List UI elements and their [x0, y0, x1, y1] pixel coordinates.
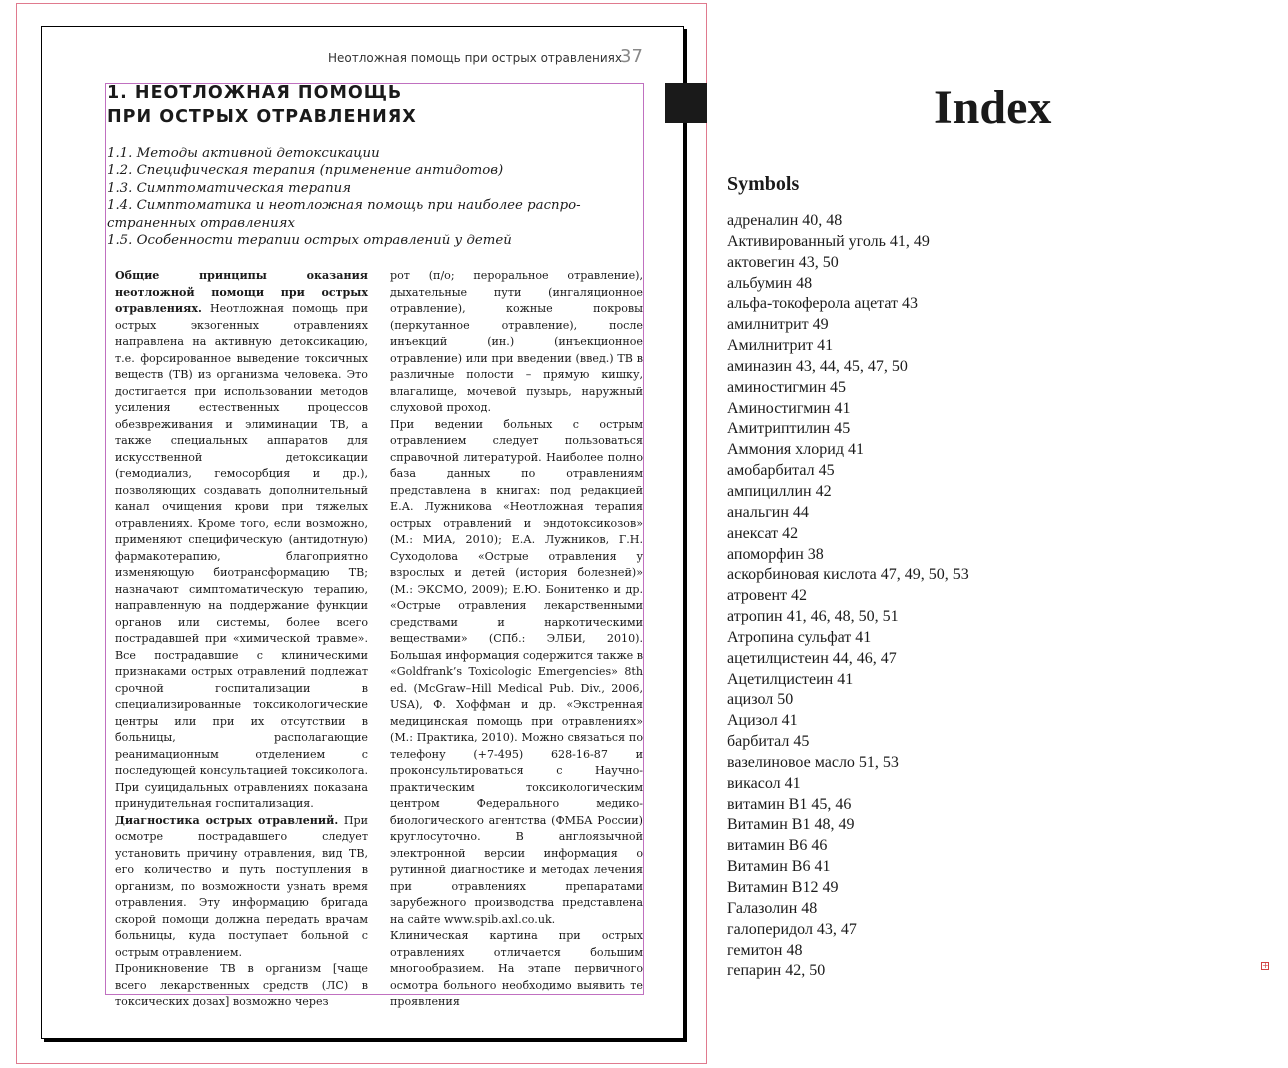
- toc-line: страненных отравлениях: [107, 215, 295, 231]
- index-entry: ацизол 50: [727, 691, 794, 709]
- index-entry: Ацетилцистеин 41: [727, 670, 854, 688]
- chapter-title: [107, 81, 417, 129]
- index-entry: Активированный уголь 41, 49: [727, 232, 930, 250]
- index-entry: адреналин 40, 48: [727, 212, 843, 229]
- index-entry: ацетилцистеин 44, 46, 47: [727, 649, 897, 667]
- chapter-title-line: 1. НЕОТЛОЖНАЯ ПОМОЩЬ: [107, 83, 403, 103]
- index-entry: Амитриптилин 45: [727, 420, 851, 438]
- page-number: 37: [620, 46, 643, 67]
- index-section-heading: Symbols: [727, 173, 800, 195]
- index-entry: аскорбиновая кислота 47, 49, 50, 53: [727, 566, 969, 584]
- index-title: Index: [934, 81, 1052, 134]
- paragraph: [115, 961, 368, 1011]
- body-column-right: [390, 268, 644, 1008]
- toc-line: 1.4. Симптоматика и неотложная помощь при наиболее распро-: [107, 198, 581, 214]
- chapter-title-line: ПРИ ОСТРЫХ ОТРАВЛЕНИЯХ: [107, 107, 417, 127]
- index-entry: атропин 41, 46, 48, 50, 51: [727, 608, 899, 626]
- index-entry: апоморфин 38: [727, 545, 824, 563]
- index-entry: гемитон 48: [727, 941, 803, 959]
- paragraph-heading: Диагностика острых отравлений.: [115, 813, 339, 827]
- running-head: Неотложная помощь при острых отравлениях: [328, 51, 622, 65]
- index-entry: Галазолин 48: [727, 899, 818, 917]
- toc-line: 1.3. Симптоматическая терапия: [107, 180, 351, 196]
- index-entry: амобарбитал 45: [727, 462, 835, 480]
- index-entry: альфа-токоферола ацетат 43: [727, 295, 919, 313]
- index-entry: витамин B6 46: [727, 837, 828, 855]
- index-entry: викасол 41: [727, 774, 801, 792]
- index-entry: Аммония хлорид 41: [727, 441, 864, 459]
- index-entry: амилнитрит 49: [727, 316, 829, 334]
- paragraph-text: Неотложная помощь при острых экзогенных отравлениях направлена на активную детоксикацию, т.е. форсированное выведение токсичных веществ (ТВ) из организма человека. Это достигается при использовании методов усиления естественных процессов обезвреживания и элиминации ТВ, а также специальных аппаратов для искусственной детоксикации (гемодиализ, гемосорбция и др.), позволяющих создавать дополнительный канал очищения крови при тяжелых отравлениях. Кроме того, если возможно, применяют специфическую (антидотную) фармакотерапию, благоприятно изменяющую биотрансформацию ТВ; назначают симптоматическую терапию, направленную на поддержание функции органов или системы, более всего пострадавшей при «химической травме». Все пострадавшие с клиническими признаками острых отравлений подлежат срочной госпитализации в специализированные токсикологические центры или при их отсутствии в больницы, располагающие реанимационным отделением с последующей консультацией токсиколога. При суицидальных отравлениях показана принудительная госпитализация.: [115, 302, 368, 810]
- index-entry: альбумин 48: [727, 274, 813, 292]
- index-entry: барбитал 45: [727, 733, 810, 751]
- index-entry: Ацизол 41: [727, 712, 798, 730]
- paragraph-heading: Общие принципы оказания неотложной помощи при острых отравлениях.: [115, 269, 368, 315]
- paragraph: [390, 928, 643, 1011]
- paragraph: [115, 268, 368, 813]
- index-entry: актовегин 43, 50: [727, 253, 839, 271]
- paragraph: [115, 813, 368, 962]
- body-column-left: [115, 268, 368, 1008]
- overset-text-icon[interactable]: +: [1262, 961, 1269, 970]
- paragraph-text: При ведении больных с острым отравлением следует пользоваться справочной литературой. Наиболее полно база данных по отравлениям представлена в книгах: под редакцией Е.А. Лужникова «Неотложная терапия острых отравлений и эндотоксикозов» (М.: МИА, 2010); Е.А. Лужников, Г.Н. Суходолова «Острые отравления у взрослых и детей (история болезней)» (М.: ЭКСМО, 2009); Е.Ю. Бонитенко и др. «Острые отравления лекарственными средствами и наркотическими веществами» (СПб.: ЭЛБИ, 2010). Большая информация содержится также в «Goldfrank’s Toxicologic Emergencies» 8th ed. (McGraw–Hill Medical Pub. Div., 2006, USA), Ф. Хоффман и др. «Экстренная медицинская помощь при отравлениях» (М.: Практика, 2010). Можно связаться по телефону (+7-495) 628-16-87 и проконсультироваться с Научно-практическим токсикологическим центром Федерального медико-биологического агентства (ФМБА России) круглосуточно. В англоязычной электронной версии информация о рутинной диагностике и методах лечения при отравлениях препаратами зарубежного производства представлена на сайте www.spib.axl.co.uk.: [390, 417, 644, 926]
- index-entry: Витамин B12 49: [727, 879, 839, 896]
- index-entry: вазелиновое масло 51, 53: [727, 753, 899, 771]
- index-entry: анексат 42: [727, 524, 799, 542]
- paragraph-text: Проникновение ТВ в организм [чаще всего лекарственных средств (ЛС) в токсических дозах] возможно через: [115, 962, 368, 1008]
- toc-line: 1.5. Особенности терапии острых отравлений у детей: [107, 233, 512, 249]
- index-entry: витамин B1 45, 46: [727, 795, 852, 813]
- index-entry: аминостигмин 45: [727, 378, 847, 396]
- toc-line: 1.2. Специфическая терапия (применение антидотов): [107, 163, 504, 179]
- index-entry: Аминостигмин 41: [727, 399, 851, 417]
- index-entry: анальгин 44: [727, 503, 809, 521]
- paragraph-text: Клиническая картина при острых отравлениях отличается большим многообразием. На этапе первичного осмотра больного необходимо выявить те проявления: [390, 929, 643, 1008]
- index-entry: ампициллин 42: [727, 482, 832, 500]
- index-entry: атровент 42: [727, 587, 807, 605]
- index-entry: Витамин B6 41: [727, 858, 831, 876]
- index-entry: Атропина сульфат 41: [727, 628, 872, 646]
- chapter-contents: [107, 145, 642, 249]
- index-entry: Амилнитрит 41: [727, 337, 834, 355]
- index-entry: аминазин 43, 44, 45, 47, 50: [727, 357, 908, 375]
- index-entry: Витамин B1 48, 49: [727, 816, 855, 834]
- paragraph-text: При осмотре пострадавшего следует установить причину отравления, вид ТВ, его количество и путь поступления в организм, по возможности узнать время отравления. Эту информацию бригада скорой помощи должна передать врачам больницы, куда поступает больной с острым отравлением.: [115, 813, 368, 959]
- index-entry-list: [727, 211, 969, 982]
- paragraph-text: рот (п/о; пероральное отравление), дыхательные пути (ингаляционное отравление), кожные покровы (перкутанное отравление), после инъекций (ин.) (инъекционное отравление) или при введении (введ.) ТВ в различные полости – прямую кишку, влагалище, мочевой пузырь, наружный слуховой проход.: [390, 269, 643, 414]
- index-entry: галоперидол 43, 47: [727, 920, 857, 938]
- paragraph: [390, 417, 643, 929]
- index-entry: гепарин 42, 50: [727, 962, 826, 980]
- toc-line: 1.1. Методы активной детоксикации: [107, 146, 380, 161]
- thumb-tab: [665, 83, 707, 123]
- paragraph: [390, 268, 643, 417]
